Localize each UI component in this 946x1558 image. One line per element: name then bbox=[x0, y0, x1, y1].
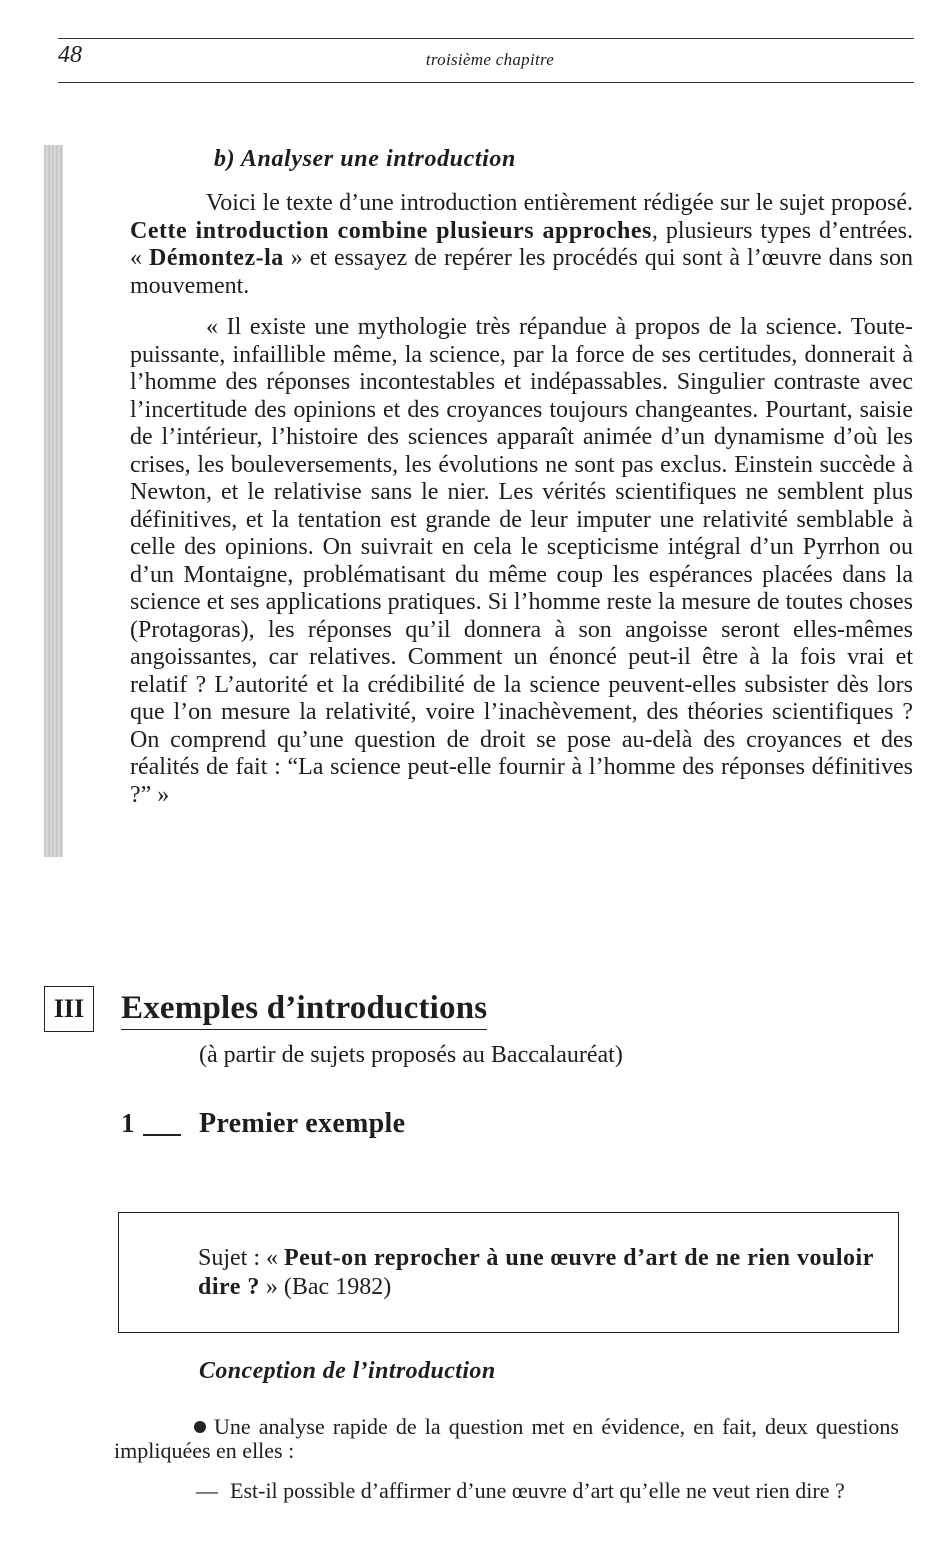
quote-text: « Il existe une mythologie très répandue à propos de la science. Toute-puissante, infaillible même, la science, par la force de ses certitudes, donnerait à l’homme des réponses incontestables et indépassables. Singulier contraste avec l’incertitude des opinions et des croyances toujours changeantes. Pourtant, saisie de l’intérieur, l’histoire des sciences apparaît animée d’un dynamisme d’où les crises, les bouleversements, les évolutions ne sont pas exclus. Einstein succède à Newton, et le relativise sans le nier. Les vérités scientifiques ne semblent plus définitives, et la tentation est grande de leur imputer une relativité semblable à celle des opinions. On suivrait en cela le scepticisme intégral d’un Pyrrhon ou d’un Montaigne, problématisant du même coup les espérances placées dans la science et ses applications pratiques. Si l’homme reste la mesure de toutes choses (Protagoras), les réponses qu’il donnera à son angoisse seront elles-mêmes angoissantes, car relatives. Comment un énoncé peut-il être à la fois vrai et relatif ? L’autorité et la crédibilité de la science peuvent-elles subsister dès lors que l’on mesure la relativité, voire l’inachèvement, des théories scientifiques ? On comprend qu’une question de droit se pose au-delà des croyances et des réalités de fait : “La science peut-elle fournir à l’homme des réponses définitives ?” » bbox=[130, 314, 913, 808]
instruction-text-1: Voici le texte d’une introduction entièrement rédigée sur le sujet proposé. bbox=[206, 190, 913, 216]
example-number: 1 bbox=[121, 1108, 135, 1138]
section-numeral-box: III bbox=[44, 986, 94, 1032]
section-title: Exemples d’introductions bbox=[121, 990, 487, 1030]
page-number: 48 bbox=[58, 42, 82, 68]
analysis-text: Une analyse rapide de la question met en évidence, en fait, deux questions impliquées en elles : bbox=[114, 1414, 899, 1463]
instruction-text-3: » et essayez de repérer les procédés qui sont à l’œuvre dans son mouvement. bbox=[130, 245, 913, 299]
sample-introduction-quote bbox=[130, 314, 913, 809]
instruction-bold-2: Démontez-la bbox=[148, 245, 284, 271]
question-dash: — bbox=[196, 1478, 218, 1503]
subject-source: » (Bac 1982) bbox=[259, 1274, 392, 1300]
margin-shade-bar bbox=[44, 145, 63, 857]
subject-statement bbox=[198, 1244, 888, 1302]
subsection-heading: b) Analyser une introduction bbox=[214, 146, 516, 172]
conception-heading: Conception de l’introduction bbox=[199, 1358, 496, 1384]
subject-label: Sujet : « bbox=[198, 1245, 285, 1271]
bullet-icon bbox=[194, 1421, 206, 1433]
analysis-paragraph bbox=[114, 1415, 899, 1463]
header-bottom-rule bbox=[58, 82, 914, 83]
subject-question: Peut-on reprocher à une œuvre d’art de ne rien vouloir dire ? bbox=[198, 1245, 874, 1300]
first-question-text: Est-il possible d’affirmer d’une œuvre d’art qu’elle ne veut rien dire ? bbox=[230, 1478, 845, 1503]
instruction-bold-1: Cette introduction combine plusieurs approches bbox=[130, 217, 652, 244]
example-number-dash bbox=[143, 1134, 181, 1136]
instruction-paragraph bbox=[130, 190, 913, 300]
header-top-rule bbox=[58, 38, 914, 39]
first-question-paragraph bbox=[114, 1478, 899, 1504]
instruction-text-2: , plusieurs types d’entrées. « bbox=[130, 217, 913, 271]
example-title: Premier exemple bbox=[199, 1108, 406, 1139]
running-head: troisième chapitre bbox=[425, 50, 555, 69]
section-subtitle: (à partir de sujets proposés au Baccalauréat) bbox=[199, 1042, 623, 1068]
